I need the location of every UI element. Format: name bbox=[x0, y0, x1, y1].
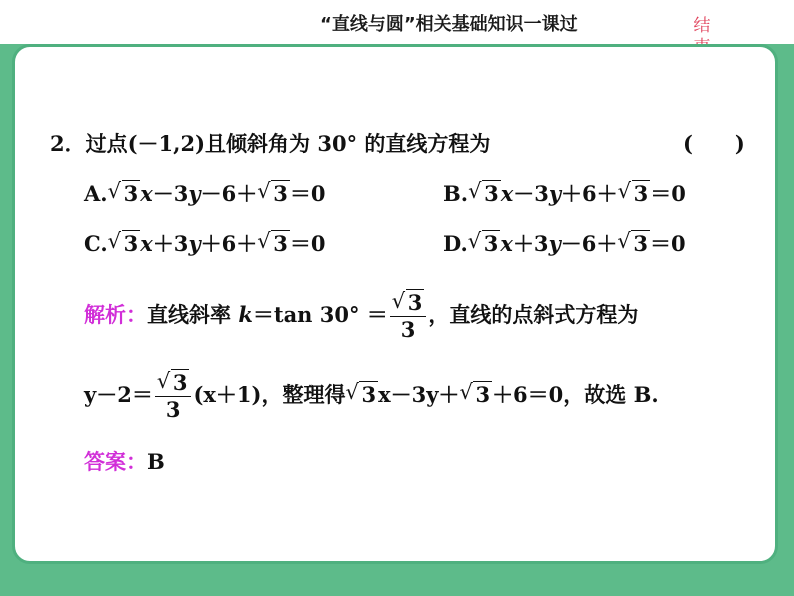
solution-line-2: y－2＝ √ 3 3 (x＋1)，整理得 √ 3x－3y＋ √ 3＋6＝0，故选 B. bbox=[84, 369, 659, 422]
question-text: 过点(－1,2)且倾斜角为 30° 的直线方程为 bbox=[85, 131, 491, 156]
option-key: A. bbox=[84, 181, 108, 206]
line2-prefix: y－2＝ bbox=[84, 382, 153, 407]
option-key: C. bbox=[84, 231, 108, 256]
answer-paren: ( ) bbox=[683, 131, 745, 156]
fraction: √ 3 3 bbox=[390, 290, 427, 343]
answer-label: 答案： bbox=[84, 449, 147, 474]
option-key: B. bbox=[443, 181, 469, 206]
sqrt-3: √ 3 bbox=[459, 380, 491, 407]
fraction: √ 3 3 bbox=[155, 370, 192, 423]
option-a: A. √ 3x－3y－6＋ √ 3＝0 bbox=[84, 179, 326, 206]
option-d: D. √ 3x＋3y－6＋ √ 3＝0 bbox=[443, 229, 686, 256]
sqrt-3: √ 3 bbox=[468, 179, 499, 206]
sqrt-3: √ 3 bbox=[107, 179, 139, 206]
sqrt-3: √ 3 bbox=[617, 179, 649, 206]
sqrt-3: √ 3 bbox=[617, 229, 649, 256]
option-c: C. √ 3x＋3y＋6＋ √ 3＝0 bbox=[84, 229, 326, 256]
answer-line bbox=[84, 446, 165, 476]
sqrt-3: √ 3 bbox=[467, 229, 499, 256]
option-b: B. √ 3x－3y＋6＋ √ 3＝0 bbox=[443, 179, 686, 206]
sqrt-3: √ 3 bbox=[257, 229, 288, 256]
option-key: D. bbox=[443, 231, 468, 256]
answer-value: B bbox=[147, 449, 165, 474]
solution-label: 解析： bbox=[84, 302, 147, 327]
sqrt-3: √ 3 bbox=[107, 229, 139, 256]
sqrt-3: √ 3 bbox=[345, 380, 377, 407]
end-button[interactable]: 结 bbox=[693, 16, 711, 36]
sqrt-3: √ 3 bbox=[257, 179, 288, 206]
page-title: “直线与圆”相关基础知识一课过 bbox=[320, 14, 578, 35]
question-number: 2． bbox=[50, 131, 86, 156]
question-stem bbox=[50, 128, 490, 158]
solution-line-1: 解析：直线斜率 k＝tan 30° ＝ √ 3 3 ，直线的点斜式方程为 bbox=[84, 289, 639, 342]
